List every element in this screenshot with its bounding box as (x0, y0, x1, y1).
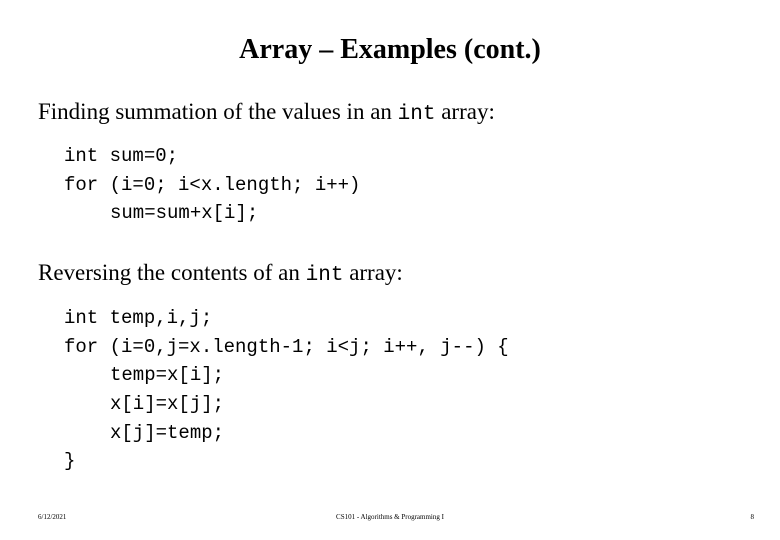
footer-page-number: 8 (750, 513, 754, 521)
code-line: x[i]=x[j]; (110, 393, 225, 416)
code-line: x[j]=temp; (110, 421, 225, 444)
reversing-code-block (64, 304, 509, 476)
code-line: temp=x[i]; (110, 364, 225, 387)
int-keyword: int (305, 264, 344, 287)
code-line: } (64, 450, 76, 473)
footer-date: 6/12/2021 (38, 513, 67, 521)
summation-description-text: Finding summation of the values in an (38, 99, 398, 124)
reversing-description (38, 258, 403, 291)
code-line: for (i=0,j=x.length-1; i<j; i++, j--) { (64, 335, 509, 358)
code-line: sum=sum+x[i]; (110, 202, 259, 225)
code-line: int sum=0; (64, 145, 179, 167)
reversing-description-text: Reversing the contents of an (38, 260, 306, 285)
reversing-description-suffix: array: (343, 260, 403, 285)
code-line: int temp,i,j; (64, 307, 213, 329)
slide-title: Array – Examples (cont.) (239, 34, 541, 65)
summation-description (38, 97, 495, 130)
footer-course: CS101 - Algorithms & Programming I (336, 513, 444, 521)
summation-code-block (64, 142, 360, 228)
int-keyword: int (397, 103, 436, 126)
code-line: for (i=0; i<x.length; i++) (64, 173, 361, 196)
summation-description-suffix: array: (435, 99, 495, 124)
